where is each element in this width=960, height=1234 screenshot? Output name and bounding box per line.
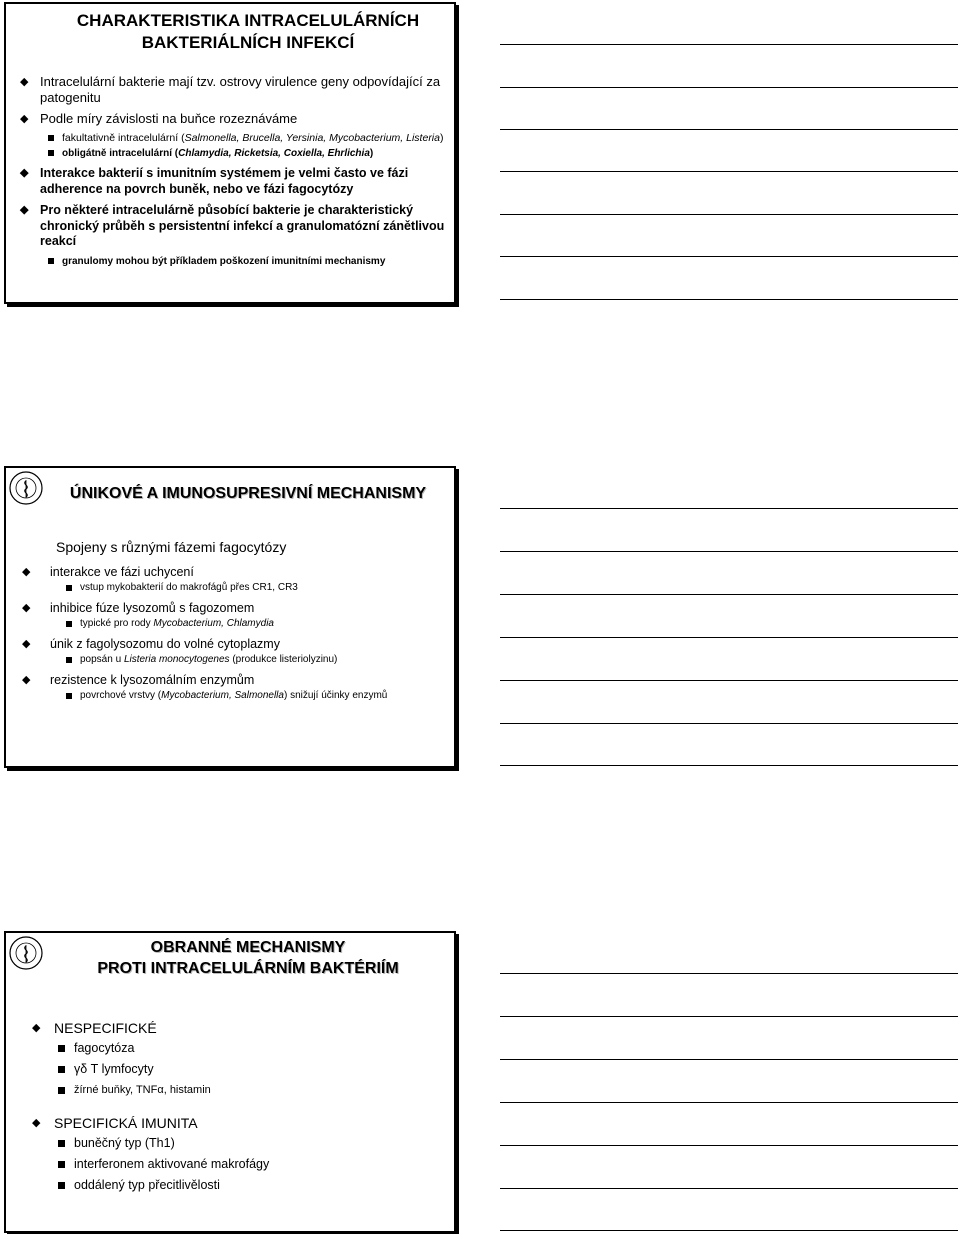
note-line xyxy=(500,551,958,552)
diamond-bullet-icon: ◆ xyxy=(20,76,29,88)
note-line xyxy=(500,1230,958,1231)
slide-1-body xyxy=(14,74,446,270)
bullet-immune-interaction: ◆ Interakce bakterií s imunitním systémem je velmi často ve fázi adherence na povrch buněk, nebo ve fázi fagocytózy xyxy=(20,166,409,196)
bullet-specific-immunity: ◆ SPECIFICKÁ IMUNITA xyxy=(32,1115,198,1131)
sub-gamma-delta: γδ T lymfocyty xyxy=(14,1061,446,1078)
diamond-bullet-icon: ◆ xyxy=(22,674,31,686)
note-line xyxy=(500,299,958,300)
note-line xyxy=(500,594,958,595)
square-bullet-icon xyxy=(58,1140,65,1147)
note-line xyxy=(500,44,958,45)
bullet-enzyme-resistance: ◆ rezistence k lysozomálním enzymům xyxy=(22,673,255,687)
diamond-bullet-icon: ◆ xyxy=(20,113,29,125)
note-line xyxy=(500,1188,958,1189)
sub-surface-layers: povrchové vrstvy (Mycobacterium, Salmonella) snižují účinky enzymů xyxy=(14,689,450,703)
square-bullet-icon xyxy=(66,657,72,663)
note-line xyxy=(500,1059,958,1060)
slide-2-body xyxy=(14,538,450,706)
note-line xyxy=(500,129,958,130)
diamond-bullet-icon: ◆ xyxy=(32,1117,41,1129)
bullet-nonspecific: ◆ NESPECIFICKÉ xyxy=(32,1020,157,1036)
sub-obligate: obligátně intracelulární (Chlamydia, Ricketsia, Coxiella, Ehrlichia) xyxy=(14,147,446,160)
university-seal-icon xyxy=(8,470,44,506)
slide-3-title xyxy=(50,937,446,979)
square-bullet-icon xyxy=(66,621,72,627)
sub-typical-genera: typické pro rody Mycobacterium, Chlamydia xyxy=(14,617,450,631)
slide-3-body xyxy=(14,1017,446,1198)
sub-granulomas: granulomy mohou být příkladem poškození imunitními mechanismy xyxy=(14,255,446,268)
note-line xyxy=(500,256,958,257)
sub-mast-cells: žírné buňky, TNFα, histamin xyxy=(14,1082,446,1099)
slide-1-title xyxy=(50,10,446,54)
note-line xyxy=(500,723,958,724)
square-bullet-icon xyxy=(58,1087,65,1094)
square-bullet-icon xyxy=(58,1182,65,1189)
square-bullet-icon xyxy=(48,150,54,156)
square-bullet-icon xyxy=(66,585,72,591)
sub-delayed-hypersensitivity: oddálený typ přecitlivělosti xyxy=(14,1177,446,1194)
note-line xyxy=(500,1016,958,1017)
square-bullet-icon xyxy=(58,1066,65,1073)
sub-facultative: fakultativně intracelulární (Salmonella, Brucella, Yersinia, Mycobacterium, Listeria) xyxy=(14,132,446,145)
slide-3 xyxy=(4,931,456,1233)
university-seal-icon xyxy=(8,935,44,971)
note-line xyxy=(500,1102,958,1103)
sub-listeria: popsán u Listeria monocytogenes (produkce listeriolyzinu) xyxy=(14,653,450,667)
sub-cellular-type: buněčný typ (Th1) xyxy=(14,1135,446,1152)
slide-3-title-line-2: PROTI INTRACELULÁRNÍM BAKTÉRIÍM xyxy=(97,960,399,977)
slide-1 xyxy=(4,2,456,304)
note-line xyxy=(500,1145,958,1146)
sub-mycobacteria-entry: vstup mykobakterií do makrofágů přes CR1, CR3 xyxy=(14,581,450,595)
diamond-bullet-icon: ◆ xyxy=(32,1022,41,1034)
diamond-bullet-icon: ◆ xyxy=(20,167,29,179)
diamond-bullet-icon: ◆ xyxy=(22,566,31,578)
square-bullet-icon xyxy=(48,258,54,264)
square-bullet-icon xyxy=(58,1045,65,1052)
note-line xyxy=(500,765,958,766)
slide-1-title-line-1: CHARAKTERISTIKA INTRACELULÁRNÍCH xyxy=(76,11,420,30)
bullet-chronic-course: ◆ Pro některé intracelulárně působící bakterie je charakteristický chronický průběh s persistentní infekcí a granulomatózní zánětlivou reakcí xyxy=(20,203,445,248)
note-line xyxy=(500,171,958,172)
bullet-fusion-inhibition: ◆ inhibice fúze lysozomů s fagozomem xyxy=(22,601,255,615)
note-line xyxy=(500,637,958,638)
slide-2-title: ÚNIKOVÉ A IMUNOSUPRESIVNÍ MECHANISMY xyxy=(69,485,427,502)
square-bullet-icon xyxy=(58,1161,65,1168)
sub-activated-macrophages: interferonem aktivované makrofágy xyxy=(14,1156,446,1173)
note-line xyxy=(500,973,958,974)
note-line xyxy=(500,87,958,88)
slide-2-lead: Spojeny s různými fázemi fagocytózy xyxy=(56,539,287,555)
slide-3-title-line-1: OBRANNÉ MECHANISMY xyxy=(150,939,346,956)
bullet-cell-dependence: ◆ Podle míry závislosti na buňce rozeznáváme xyxy=(20,111,298,126)
square-bullet-icon xyxy=(48,135,54,141)
bullet-virulence-islands: ◆ Intracelulární bakterie mají tzv. ostrovy virulence geny odpovídající za patogenitu xyxy=(20,74,441,105)
slide-2 xyxy=(4,466,456,768)
diamond-bullet-icon: ◆ xyxy=(20,204,29,216)
slide-1-title-line-2: BAKTERIÁLNÍCH INFEKCÍ xyxy=(141,33,355,52)
note-line xyxy=(500,214,958,215)
diamond-bullet-icon: ◆ xyxy=(22,602,31,614)
diamond-bullet-icon: ◆ xyxy=(22,638,31,650)
sub-phagocytosis: fagocytóza xyxy=(14,1040,446,1057)
bullet-attachment-phase: ◆ interakce ve fázi uchycení xyxy=(22,565,194,579)
note-line xyxy=(500,680,958,681)
note-line xyxy=(500,508,958,509)
square-bullet-icon xyxy=(66,693,72,699)
bullet-escape-cytoplasm: ◆ únik z fagolysozomu do volné cytoplazmy xyxy=(22,637,280,651)
